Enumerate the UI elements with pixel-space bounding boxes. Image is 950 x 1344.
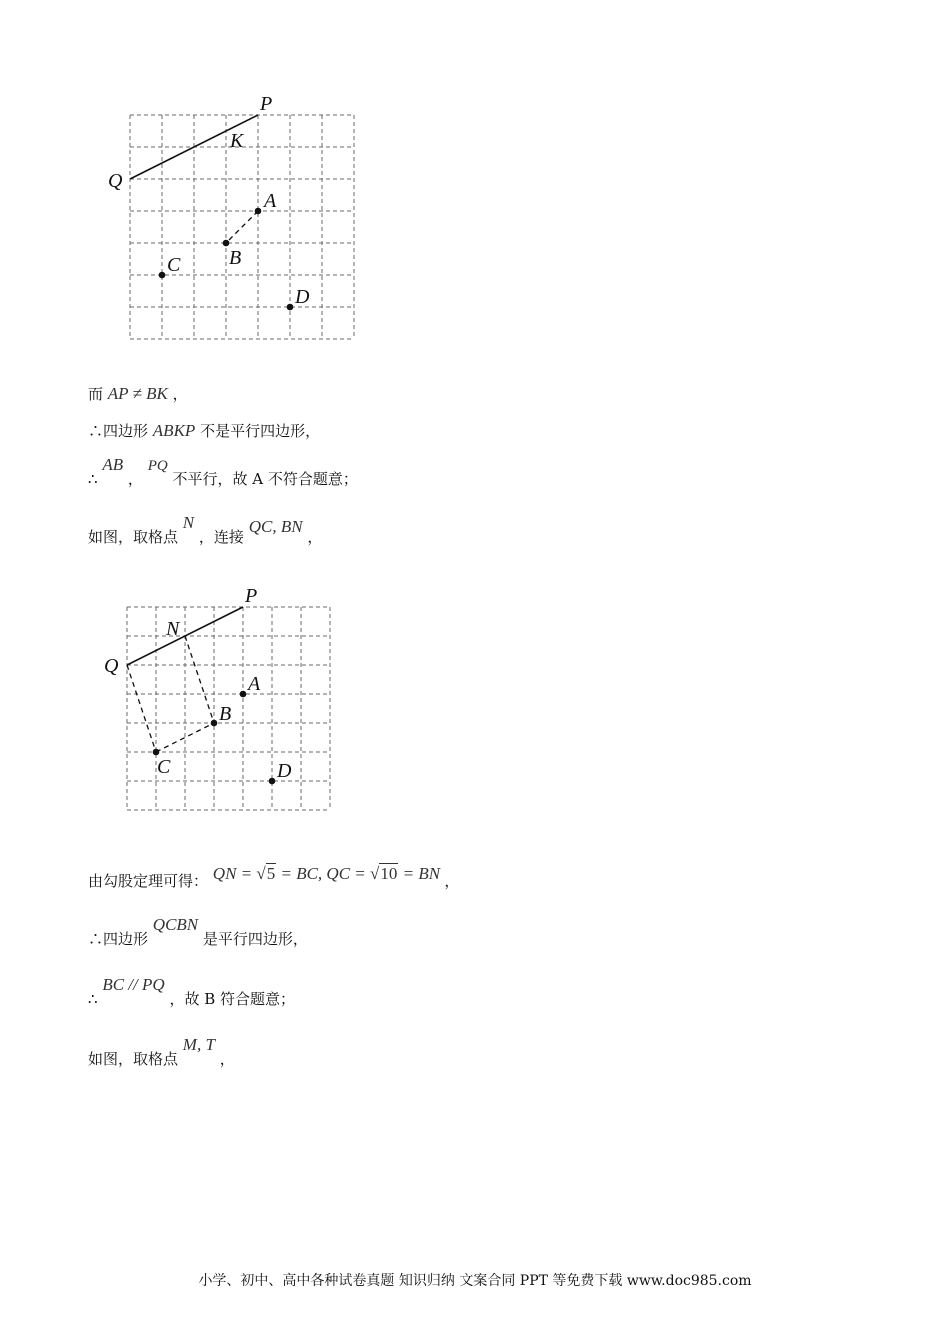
label-d: D: [295, 286, 310, 308]
text-line-4: [88, 513, 323, 547]
text: ∴: [88, 990, 98, 1008]
grid-figure-1: [100, 90, 380, 350]
point-a: [240, 691, 247, 698]
text: ，: [444, 872, 460, 890]
point-b: [211, 720, 218, 727]
text: ∴四边形: [88, 930, 149, 948]
label-p: P: [260, 93, 273, 115]
sqrt-sign: √: [370, 864, 380, 883]
text: 由勾股定理可得：: [88, 872, 209, 890]
segment-qc: [127, 665, 156, 752]
math-expression: BC // PQ: [102, 975, 165, 994]
segment-ab: [226, 211, 258, 243]
point-d: [269, 778, 276, 785]
math-part: QN =: [212, 864, 257, 883]
math-expression: AB: [102, 455, 124, 474]
page-footer: 小学、初中、高中各种试卷真题 知识归纳 文案合同 PPT 等免费下载 www.doc985.com: [198, 1273, 752, 1289]
math-expression: QCBN: [152, 915, 199, 934]
text: 不平行，故 A 不符合题意；: [172, 470, 358, 488]
point-c: [153, 749, 160, 756]
text: ∴: [88, 470, 98, 488]
label-d: D: [277, 760, 292, 782]
text: ，: [307, 528, 323, 546]
math-part: = BC, QC =: [276, 864, 371, 883]
label-p: P: [245, 585, 258, 607]
point-a: [255, 208, 262, 215]
text: ，: [219, 1050, 235, 1068]
text-line-5: [88, 864, 460, 891]
math-part: = BN: [398, 864, 441, 883]
segment-nb: [185, 636, 214, 723]
text: 是平行四边形，: [202, 930, 308, 948]
text: ，连接: [198, 528, 244, 546]
text: 而: [88, 385, 104, 403]
label-q: Q: [108, 170, 123, 192]
text-line-3: [88, 455, 358, 489]
text-line-8: [88, 1035, 235, 1069]
text: ∴四边形: [88, 422, 149, 440]
text-line-2: [88, 420, 320, 441]
text: 如图，取格点: [88, 528, 179, 546]
point-c: [159, 272, 166, 279]
math-expression: AP ≠ BK: [107, 384, 168, 403]
label-a: A: [248, 673, 261, 695]
label-b: B: [219, 703, 232, 725]
point-d: [287, 304, 294, 311]
label-b: B: [229, 247, 242, 269]
math-expression: PQ: [147, 458, 168, 474]
text-line-7: [88, 975, 296, 1009]
text: 不是平行四边形，: [200, 422, 321, 440]
text: 如图，取格点: [88, 1050, 179, 1068]
sqrt-sign: √: [256, 864, 266, 883]
math-expression: M, T: [182, 1035, 215, 1054]
math-expression: QC, BN: [248, 517, 303, 536]
math-expression: [213, 864, 445, 883]
label-n: N: [166, 618, 180, 640]
text: ，: [127, 470, 143, 488]
text: ，故 B 符合题意；: [169, 990, 296, 1008]
text: ，: [172, 385, 188, 403]
label-a: A: [264, 190, 277, 212]
math-expression: N: [182, 513, 195, 532]
text-line-6: [88, 915, 308, 949]
label-c: C: [167, 254, 181, 276]
point-b: [223, 240, 230, 247]
math-expression: ABKP: [152, 421, 196, 440]
text-line-1: [88, 383, 188, 404]
radicand: 10: [380, 864, 398, 883]
label-q: Q: [104, 655, 119, 677]
label-c: C: [157, 756, 171, 778]
grid-figure-2: [100, 580, 360, 820]
radicand: 5: [266, 864, 276, 883]
label-k: K: [230, 130, 244, 152]
